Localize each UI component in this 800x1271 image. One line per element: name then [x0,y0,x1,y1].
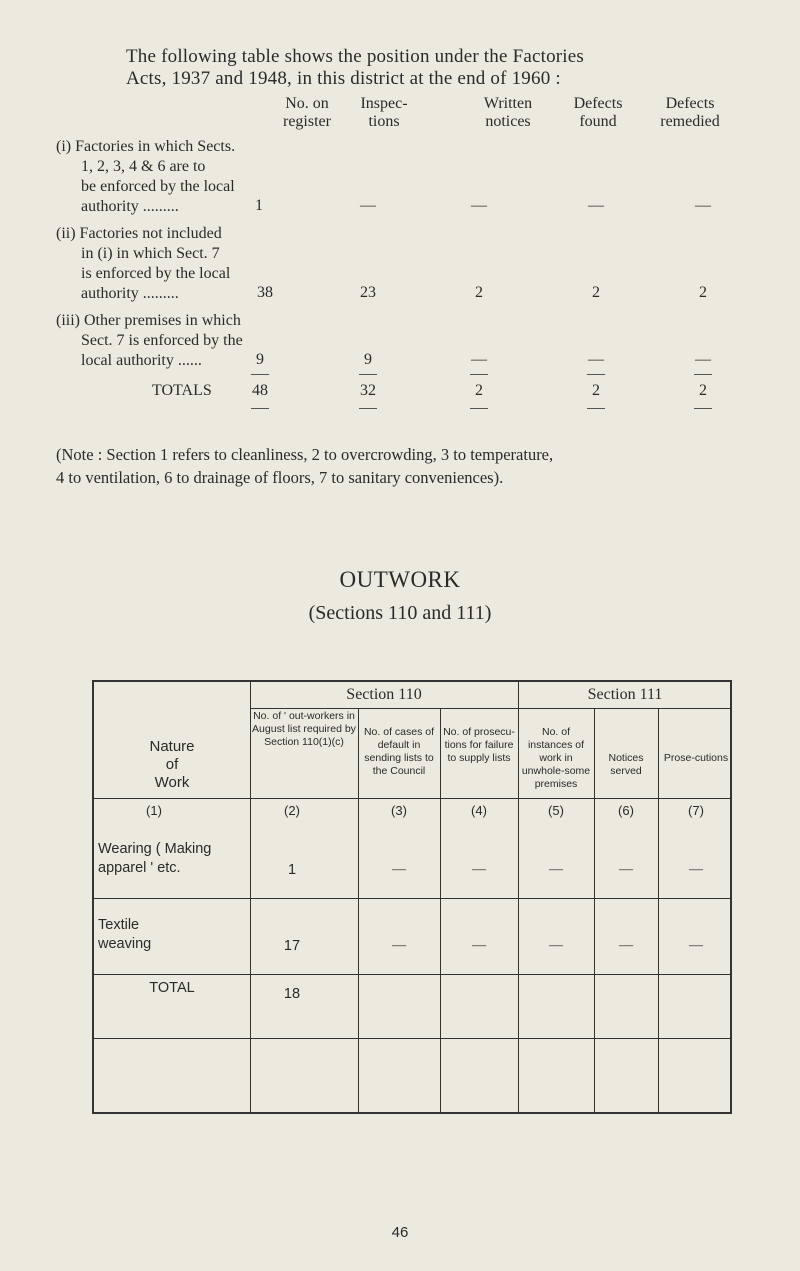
col-num-4: (4) [471,803,487,818]
grid-line [658,708,659,1114]
col-default-cases: No. of cases of default in sending lists to the Council [363,726,435,777]
totals-label: TOTALS [152,382,212,399]
col-unwholesome-premises: No. of instances of work in unwhole-some premises [521,726,591,790]
col-num-7: (7) [688,803,704,818]
header-defects-remedied: Defects remedied [660,95,720,130]
col-prosecutions: Prose-cutions [663,752,729,764]
dash: — [392,862,406,877]
dash: — [549,862,563,877]
grid-line [94,798,732,799]
dash: — [549,938,563,953]
col-num-3: (3) [391,803,407,818]
note-line-2: 4 to ventilation, 6 to drainage of floors, 7 to sanitary conveniences). [56,468,504,487]
wearing-apparel-outworkers: 1 [287,862,297,878]
outwork-table [92,680,732,1114]
rule [470,374,488,375]
dash: — [472,862,486,877]
col-num-6: (6) [618,803,634,818]
totals-remedied: 2 [699,382,707,399]
outwork-title: OUTWORK [339,567,461,592]
row-ii-found: 2 [592,284,600,301]
grid-line [94,1038,732,1039]
grid-line [94,974,732,975]
row-iii-found: — [588,351,604,368]
totals-notices: 2 [475,382,483,399]
col-outworkers: No. of ' out-workers in August list required by Section 110(1)(c) [252,710,356,748]
row-iii-remedied: — [695,351,711,368]
rule [359,374,377,375]
row-wearing-apparel: Wearing ( Making apparel ' etc. [98,841,212,876]
row-iii-notices: — [471,351,487,368]
rule [694,374,712,375]
totals-inspections: 32 [360,382,376,399]
textile-weaving-outworkers: 17 [283,938,301,954]
dash: — [689,938,703,953]
row-ii-register: 38 [257,284,273,301]
row-iii-inspections: 9 [364,351,372,368]
col-nature-of-work: Nature of Work [149,738,195,791]
header-register: No. on register [283,95,331,130]
row-ii-remedied: 2 [699,284,707,301]
row-i-notices: — [471,197,487,214]
col-num-2: (2) [284,803,300,818]
section-110-header: Section 110 [346,686,422,703]
note-line-1: (Note : Section 1 refers to cleanliness, 2 to overcrowding, 3 to temperature, [56,445,554,464]
rule [359,408,377,409]
row-i-remedied: — [695,197,711,214]
col-prosecutions-lists: No. of prosecu-tions for failure to supply lists [443,726,515,764]
dash: — [392,938,406,953]
rule [587,408,605,409]
dash: — [689,862,703,877]
rule [587,374,605,375]
dash: — [619,938,633,953]
rule [694,408,712,409]
row-textile-weaving: Textile weaving [98,917,152,952]
intro-line-2: Acts, 1937 and 1948, in this district at the end of 1960 : [126,68,561,89]
intro-line-1: The following table shows the position under the Factories [126,46,585,67]
dash: — [619,862,633,877]
totals-register: 48 [252,382,268,399]
total-outworkers: 18 [283,986,301,1002]
page-number: 46 [391,1224,409,1241]
row-ii-inspections: 23 [360,284,376,301]
header-defects-found: Defects found [573,95,623,130]
rule [470,408,488,409]
row-label-iii: (iii) Other premises in which Sect. 7 is enforced by the local authority ...... [56,312,243,369]
col-notices-served: Notices served [608,752,644,777]
rule [251,408,269,409]
row-label-i: (i) Factories in which Sects. 1, 2, 3, 4 & 6 are to be enforced by the local authority ......... [56,138,236,215]
row-ii-notices: 2 [475,284,483,301]
total-label: TOTAL [149,980,195,996]
col-num-5: (5) [548,803,564,818]
dash: — [472,938,486,953]
col-num-1: (1) [146,803,162,818]
row-iii-register: 9 [256,351,264,368]
grid-line [250,708,732,709]
row-i-found: — [588,197,604,214]
header-written-notices: Written notices [483,95,533,130]
grid-line [358,708,359,1114]
header-inspections: Inspec- tions [360,95,408,130]
rule [251,374,269,375]
row-label-ii: (ii) Factories not included in (i) in which Sect. 7 is enforced by the local authority ......... [56,225,231,302]
section-111-header: Section 111 [587,686,663,703]
grid-line [440,708,441,1114]
outwork-subtitle: (Sections 110 and 111) [308,602,492,624]
grid-line [94,898,732,899]
totals-found: 2 [592,382,600,399]
row-i-register: 1 [255,197,263,214]
row-i-inspections: — [360,197,376,214]
grid-line [594,708,595,1114]
